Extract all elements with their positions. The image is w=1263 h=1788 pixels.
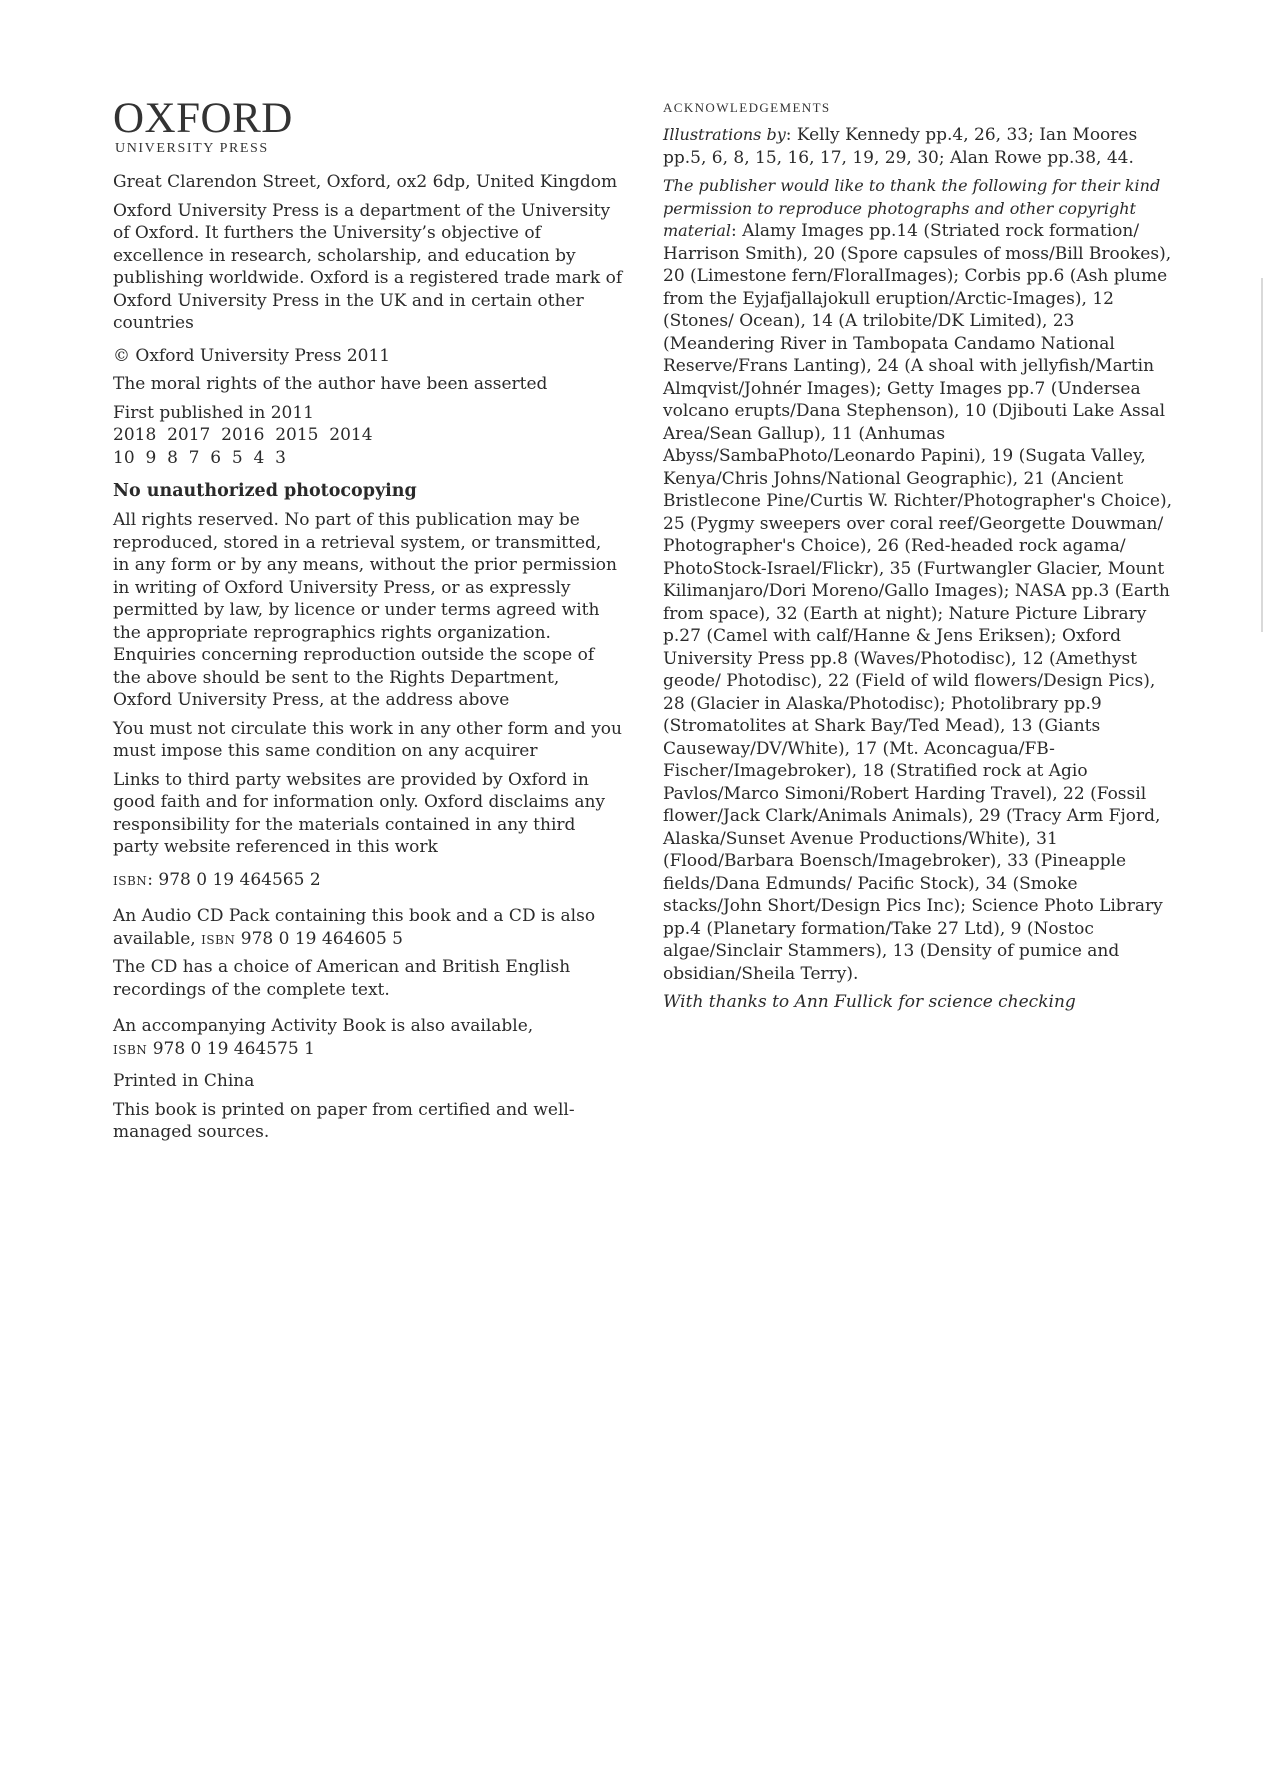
activity-isbn-value: 978 0 19 464575 1 xyxy=(152,1038,315,1059)
rights-statement: All rights reserved. No part of this publication may be reproduced, stored in a retrieval system, or transmitted, in any form or by any means, without the prior permission in writing of Oxford University Press, or as expressly permitted by law, by licence or under terms agreed with the appropriate reprographics rights organization. Enquiries concerning reproduction outside the scope of the above should be sent to the Rights Department, Oxford University Press, at the address above xyxy=(113,510,617,710)
right-column xyxy=(663,100,1175,1014)
audio-isbn-label: isbn xyxy=(201,928,236,949)
logo-wordmark: OXFORD xyxy=(113,95,293,142)
links-disclaimer: Links to third party websites are provided by Oxford in good faith and for information only. Oxford disclaims any responsibility for the materials contained in any third party website referenced in this work xyxy=(113,769,606,857)
first-published: First published in 2011 xyxy=(113,402,314,423)
photo-credits xyxy=(663,175,1175,985)
impression-line: 10 9 8 7 6 5 4 3 xyxy=(113,447,286,468)
audio-cd-info xyxy=(113,905,623,950)
oxford-logo xyxy=(113,95,623,157)
isbn-label: isbn xyxy=(113,869,148,890)
activity-text: An accompanying Activity Book is also available, xyxy=(113,1016,534,1036)
cd-info: The CD has a choice of American and British English recordings of the complete text. xyxy=(113,957,571,1000)
left-column xyxy=(113,95,623,1144)
illustrations-credits xyxy=(663,124,1175,169)
moral-rights: The moral rights of the author have been asserted xyxy=(113,374,548,394)
acknowledgements-heading: ACKNOWLEDGEMENTS xyxy=(663,100,831,115)
printed-in: Printed in China xyxy=(113,1071,255,1091)
print-years: 2018 2017 2016 2015 2014 xyxy=(113,425,373,445)
audio-cd-text: An Audio CD Pack containing this book and a CD is also available, xyxy=(113,906,596,949)
copyright-line: © Oxford University Press 2011 xyxy=(113,345,391,366)
audio-isbn-value: 978 0 19 464605 5 xyxy=(240,928,403,949)
isbn-value: : 978 0 19 464565 2 xyxy=(147,869,321,890)
paper-statement: This book is printed on paper from certified and well-managed sources. xyxy=(113,1099,575,1142)
isbn-line xyxy=(113,869,623,892)
logo-subtitle: UNIVERSITY PRESS xyxy=(115,141,269,156)
photocopying-heading: No unauthorized photocopying xyxy=(113,481,417,501)
illustrations-label: Illustrations by xyxy=(663,125,786,144)
publisher-address: Great Clarendon Street, Oxford, ox2 6dp, United Kingdom xyxy=(113,172,618,192)
activity-book-info xyxy=(113,1015,623,1060)
thanks-intro: The publisher would like to thank the following for their kind permission to reproduce photographs and other copyright material xyxy=(663,176,1161,240)
department-statement: Oxford University Press is a department of the University of Oxford. It furthers the University’s objective of excellence in research, scholarship, and education by publishing worldwide. Oxford is a registered trade mark of Oxford University Press in the UK and in certain other countries xyxy=(113,200,623,333)
photo-credits-text: : Alamy Images pp.14 (Striated rock formation/ Harrison Smith), 20 (Spore capsules of moss/Bill Brookes), 20 (Limestone fern/FloralImages); Corbis pp.6 (Ash plume from the Eyjafjallajokull eruption/Arctic-Images), 12 (Stones/ Ocean), 14 (A trilobite/DK Limited), 23 (Meandering River in Tambopata Candamo National Reserve/Frans Lanting), 24 (A shoal with jellyfish/Martin Almqvist/Johnér Images); Getty Images pp.7 (Undersea volcano erupts/Dana Stephenson), 10 (Djibouti Lake Assal Area/Sean Gallup), 11 (Anhumas Abyss/SambaPhoto/Leonardo Papini), 19 (Sugata Valley, Kenya/Chris Johns/National Geographic), 21 (Ancient Bristlecone Pine/Curtis W. Richter/Photographer's Choice), 25 (Pygmy sweepers over coral reef/Georgette Douwman/ Photographer's Choice), 26 (Red-headed rock agama/ PhotoStock-Israel/Flickr), 35 (Furtwangler Glacier, Mount Kilimanjaro/Dori Moreno/Gallo Images); NASA pp.3 (Earth from space), 32 (Earth at night); Nature Picture Library p.27 (Camel with calf/Hanne & Jens Eriksen); Oxford University Press pp.8 (Waves/Photodisc), 12 (Amethyst geode/ Photodisc), 22 (Field of wild flowers/Design Pics), 28 (Glacier in Alaska/Photodisc); Photolibrary pp.9 (Stromatolites at Shark Bay/Ted Mead), 13 (Giants Causeway/DV/White), 17 (Mt. Aconcagua/FB-Fischer/Imagebroker), 18 (Stratified rock at Agio Pavlos/Marco Simoni/Robert Harding Travel), 22 (Fossil flower/Jack Clark/Animals Animals), 29 (Tracy Arm Fjord, Alaska/Sunset Avenue Productions/White), 31 (Flood/Barbara Boensch/Imagebroker), 33 (Pineapple fields/Dana Edmunds/ Pacific Stock), 34 (Smoke stacks/John Short/Design Pics Inc); Science Photo Library pp.4 (Planetary formation/Take 27 Ltd), 9 (Nostoc algae/Sinclair Stammers), 13 (Density of pumice and obsidian/Sheila Terry). xyxy=(663,221,1173,984)
science-check-thanks: With thanks to Ann Fullick for science checking xyxy=(663,992,1076,1012)
circulation-statement: You must not circulate this work in any other form and you must impose this same condition on any acquirer xyxy=(113,718,622,761)
activity-isbn-label: isbn xyxy=(113,1038,148,1059)
illustrations-text: : Kelly Kennedy pp.4, 26, 33; Ian Moores pp.5, 6, 8, 15, 16, 17, 19, 29, 30; Alan Rowe pp.38, 44. xyxy=(663,125,1138,168)
